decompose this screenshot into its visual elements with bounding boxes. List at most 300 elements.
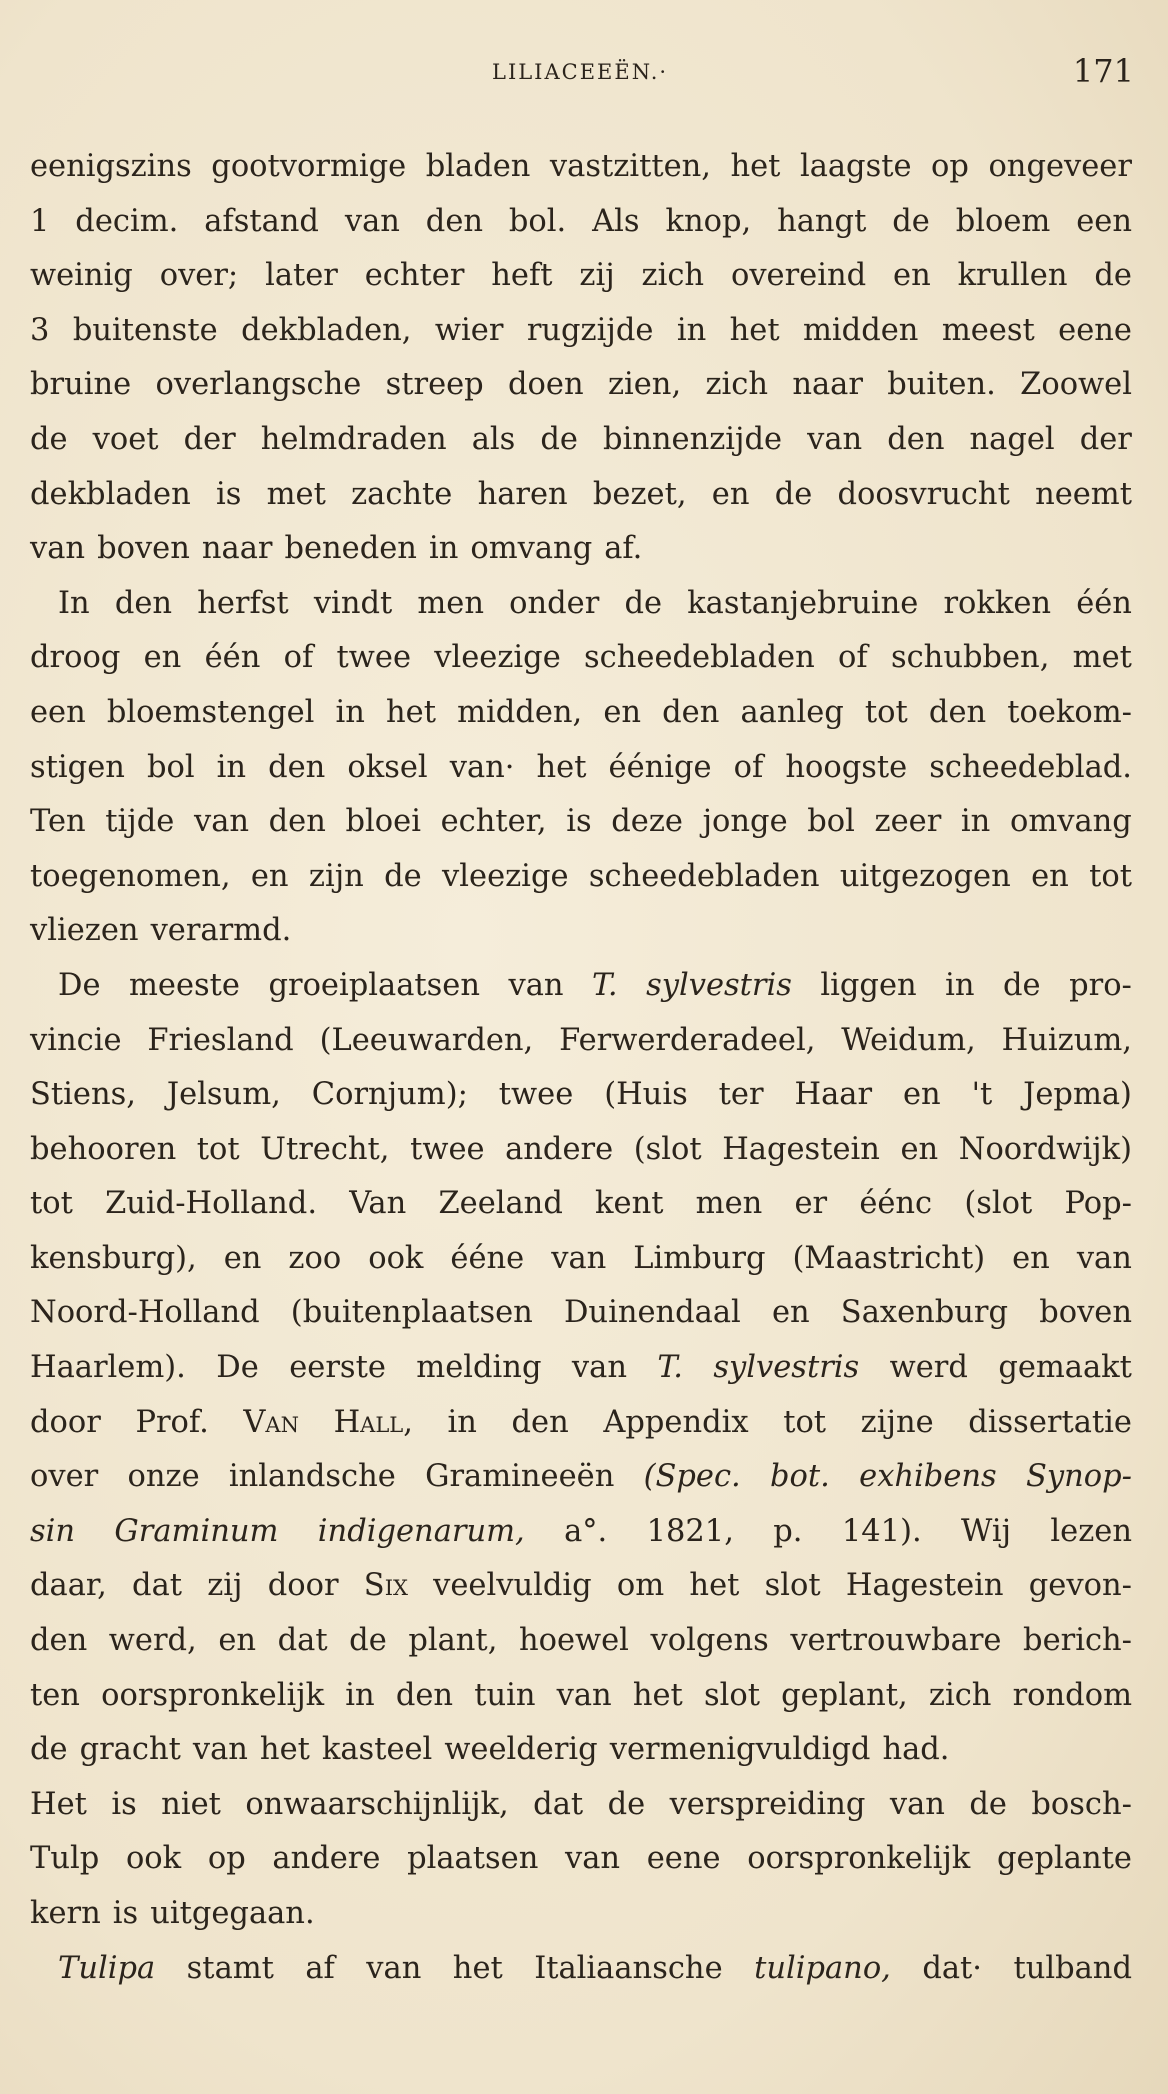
word: de (540, 421, 578, 457)
word: Hagestein (722, 1131, 880, 1167)
word: de (349, 1623, 387, 1659)
word: kasteel (321, 1732, 433, 1768)
word: De (58, 967, 101, 1003)
word: tot (783, 1404, 827, 1440)
word: twee (336, 640, 411, 676)
page-header (0, 52, 1168, 92)
word: plant, (408, 1623, 498, 1659)
word: aanleg (740, 694, 844, 730)
word: midden, (457, 694, 583, 730)
word: van (565, 1841, 621, 1877)
word: of (733, 749, 764, 785)
word: rokken (943, 585, 1052, 621)
text-line (30, 1942, 1132, 1997)
word: indigenarum, (317, 1513, 525, 1549)
running-title: LILIACEEËN.· (492, 60, 669, 84)
word: later (265, 258, 338, 294)
word: uitgezogen (839, 858, 1011, 894)
word: door (267, 1568, 339, 1604)
word: in (960, 804, 991, 840)
word: kern (30, 1896, 101, 1931)
word: zien, (607, 367, 682, 403)
word: Graminum (114, 1513, 279, 1549)
word: Friesland (147, 1022, 294, 1058)
word: helmdraden (260, 421, 447, 457)
word: en (218, 1623, 257, 1659)
word: T. (657, 1350, 683, 1386)
word: meest (941, 312, 1035, 348)
text-line (30, 358, 1132, 413)
word: den (887, 421, 945, 457)
word: ten (30, 1677, 80, 1713)
word: der (183, 421, 236, 457)
text-line (30, 304, 1132, 359)
word: dekbladen (30, 476, 191, 512)
word: naar (792, 367, 863, 403)
word: éénc (859, 1186, 933, 1222)
word: 3 (30, 312, 50, 348)
word: liggen (820, 967, 917, 1003)
word: en (250, 858, 289, 894)
word: het (452, 1950, 503, 1986)
word: Gramineeën (425, 1459, 615, 1495)
text-line (30, 1614, 1132, 1669)
text-line (30, 850, 1132, 905)
word: of (838, 640, 868, 676)
text-line (30, 904, 1132, 959)
word: Het (30, 1786, 87, 1822)
word: Als (592, 203, 640, 239)
word: wier (434, 312, 504, 348)
word: is (566, 804, 592, 840)
word: als (471, 421, 516, 457)
text-line (30, 631, 1132, 686)
word: Stiens, (30, 1077, 136, 1113)
word: in (945, 967, 975, 1003)
word: in (335, 694, 365, 730)
word: bosch- (1031, 1786, 1132, 1822)
word: zeer (874, 804, 942, 840)
word: verspreiding (669, 1786, 866, 1822)
word: de (1094, 258, 1132, 294)
word: van (344, 203, 400, 239)
word: deze (611, 804, 683, 840)
word: zich (641, 258, 705, 294)
text-line (30, 1723, 1132, 1778)
word: de (892, 203, 930, 239)
word: hangt (777, 203, 867, 239)
word: Limburg (633, 1240, 766, 1276)
word: tot (864, 694, 908, 730)
word: van (1076, 1240, 1132, 1276)
word: heft (491, 258, 553, 294)
word: Van (243, 1404, 299, 1440)
word: den (268, 804, 326, 840)
word: behooren (30, 1131, 177, 1167)
word: plaatsen (407, 1841, 539, 1877)
word: is (215, 476, 242, 512)
word: ongeveer (988, 149, 1132, 184)
word: kastanjebruine (687, 585, 919, 621)
word: 't (971, 1077, 993, 1113)
word: veelvuldig (433, 1568, 592, 1604)
word: Zeeland (438, 1186, 563, 1222)
word: Tulipa (58, 1950, 156, 1986)
word: verarmd. (150, 913, 292, 949)
word: de (624, 585, 663, 621)
word: in (428, 531, 459, 567)
word: jonge (702, 804, 788, 840)
word: Van (349, 1186, 407, 1222)
word: melding (416, 1350, 542, 1386)
word: De (216, 1350, 259, 1386)
word: van (508, 967, 564, 1003)
word: werd (889, 1350, 968, 1386)
word: vermenigvuldigd (609, 1732, 871, 1768)
word: den (425, 203, 484, 239)
word: T. (592, 967, 618, 1003)
word: voet (92, 421, 159, 457)
word: om (616, 1568, 665, 1604)
word: Utrecht, (260, 1131, 390, 1167)
word: eene (1058, 312, 1132, 348)
word: van (192, 1732, 248, 1768)
text-line (30, 1450, 1132, 1505)
word: pro- (1069, 967, 1132, 1003)
word: men (695, 1186, 763, 1222)
word: boven (1039, 1295, 1132, 1331)
word: beneden (284, 531, 417, 567)
word: vertrouwbare (790, 1623, 1002, 1659)
word: geplant, (781, 1677, 908, 1713)
word: met (1072, 640, 1132, 676)
word: omvang (1009, 804, 1132, 840)
page-number: 171 (1072, 52, 1134, 90)
word: (Leeuwarden, (319, 1022, 534, 1058)
word: 1 (30, 203, 50, 239)
word: in (345, 1677, 375, 1713)
word: Ten (30, 804, 86, 840)
word: van (889, 1786, 945, 1822)
word: groeiplaatsen (268, 967, 480, 1003)
word: binnenzijde (602, 421, 783, 457)
word: vliezen (30, 913, 139, 949)
word: het (730, 149, 781, 184)
word: de (384, 858, 422, 894)
word: zich (705, 367, 769, 403)
word: vincie (30, 1022, 122, 1058)
word: inlandsche (228, 1459, 396, 1495)
word: de (30, 1732, 68, 1768)
word: met (266, 476, 326, 512)
text-line (30, 1286, 1132, 1341)
word: onder (509, 585, 600, 621)
word: bruine (30, 367, 132, 403)
word: dat· (922, 1950, 982, 1986)
word: in (676, 312, 707, 348)
word: (Maastricht) (792, 1240, 986, 1276)
word: naar (201, 531, 273, 567)
word: dekbladen, (241, 312, 412, 348)
word: de (607, 1786, 646, 1822)
word: bloemstengel (106, 694, 315, 730)
word: slot (703, 1677, 760, 1713)
word: Weidum, (841, 1022, 976, 1058)
word: Haar (794, 1077, 873, 1113)
text-line (30, 577, 1132, 632)
word: overlangsche (155, 367, 362, 403)
word: sin (30, 1513, 76, 1549)
word: en (603, 694, 642, 730)
word: twee (410, 1131, 485, 1167)
word: bot. (770, 1459, 830, 1495)
word: dat (132, 1568, 183, 1604)
word: eene (646, 1841, 721, 1877)
word: van (193, 804, 250, 840)
word: Noord-Holland (30, 1295, 260, 1331)
word: tot (30, 1186, 73, 1222)
text-line (30, 249, 1132, 304)
word: tuin (474, 1677, 536, 1713)
word: de (969, 1786, 1007, 1822)
word: Wij (961, 1513, 1012, 1549)
word: Cornjum); (311, 1077, 468, 1113)
word: afstand (204, 203, 319, 239)
word: krullen (957, 258, 1068, 294)
word: (Spec. (643, 1459, 741, 1495)
word: toegenomen, (30, 858, 231, 894)
word: gevon- (1028, 1568, 1132, 1604)
word: Zoowel (1020, 367, 1132, 403)
word: berich- (1023, 1623, 1132, 1659)
word: buitenste (72, 312, 218, 348)
word: weinig (30, 258, 133, 294)
word: een (30, 694, 86, 730)
word: ter (718, 1077, 764, 1113)
word: op (207, 1841, 246, 1877)
text-line (30, 413, 1132, 468)
word: bladen (425, 149, 531, 184)
text-line (30, 1014, 1132, 1069)
word: (slot (964, 1186, 1033, 1222)
word: den (662, 694, 720, 730)
word: toekom- (1007, 694, 1132, 730)
text-line (30, 1778, 1132, 1833)
word: en (223, 1240, 262, 1276)
word: en (711, 476, 750, 512)
word: der (1079, 421, 1132, 457)
word: bol. (508, 203, 567, 239)
word: den (511, 1404, 569, 1440)
word: niet (161, 1786, 221, 1822)
word: zij (579, 258, 615, 294)
word: andere (272, 1841, 381, 1877)
word: éénige (608, 749, 712, 785)
word: den (30, 1623, 88, 1659)
word: het (536, 749, 587, 785)
word: den (268, 749, 326, 785)
word: 141). (841, 1513, 922, 1549)
word: buiten. (887, 367, 996, 403)
word: Ferwerderadeel, (559, 1022, 816, 1058)
word: het (729, 312, 780, 348)
word: ook (125, 1841, 182, 1877)
text-line (30, 1177, 1132, 1232)
word: Synop- (1025, 1459, 1132, 1495)
word: slot (764, 1568, 821, 1604)
word: Pop- (1064, 1186, 1132, 1222)
word: (buitenplaatsen (290, 1295, 533, 1331)
word: één (1076, 585, 1132, 621)
word: in (216, 749, 247, 785)
word: ééne (450, 1240, 525, 1276)
word: over; (159, 258, 239, 294)
word: volgens (650, 1623, 769, 1659)
word: den (114, 585, 173, 621)
word: gracht (79, 1732, 181, 1768)
word: Prof. (135, 1404, 209, 1440)
text-line (30, 140, 1132, 195)
word: en (902, 1077, 941, 1113)
word: Duinendaal (563, 1295, 741, 1331)
text-line (30, 1232, 1132, 1287)
word: van (571, 1350, 627, 1386)
word: (slot (633, 1131, 702, 1167)
word: midden (803, 312, 919, 348)
word: geplante (996, 1841, 1132, 1877)
word: overeind (730, 258, 867, 294)
word: en (143, 640, 182, 676)
word: droog (30, 640, 121, 676)
word: twee (498, 1077, 574, 1113)
word: echter (364, 258, 465, 294)
word: Appendix (603, 1404, 749, 1440)
word: bol (146, 749, 195, 785)
word: dat (533, 1786, 584, 1822)
word: andere (505, 1131, 614, 1167)
word: Noordwijk) (958, 1131, 1132, 1167)
word: (Huis (604, 1077, 688, 1113)
word: is (112, 1896, 139, 1931)
word: het (689, 1568, 740, 1604)
word: doen (508, 367, 584, 403)
word: werd, (108, 1623, 197, 1659)
word: schubben, (890, 640, 1050, 676)
word: er (794, 1186, 828, 1222)
word: dat (277, 1623, 328, 1659)
word: streep (385, 367, 484, 403)
word: knop, (665, 203, 752, 239)
word: van (366, 1950, 422, 1986)
word: door (30, 1404, 101, 1440)
word: scheedeblad. (929, 749, 1132, 785)
word: exhibens (859, 1459, 997, 1495)
text-line (30, 522, 1132, 577)
word: bol (807, 804, 855, 840)
text-line (30, 1505, 1132, 1560)
word: kensburg), (30, 1240, 197, 1276)
word: tulband (1013, 1950, 1132, 1986)
word: p. (773, 1513, 803, 1549)
word: zoo (288, 1240, 342, 1276)
word: 1821, (646, 1513, 734, 1549)
word: onwaarschijnlijk, (245, 1786, 509, 1822)
word: a°. (564, 1513, 608, 1549)
word: eenigszins (30, 149, 192, 184)
word: omvang (470, 531, 593, 567)
word: zijn (308, 858, 364, 894)
word: Saxenburg (840, 1295, 1009, 1331)
text-line (30, 1341, 1132, 1396)
text-line (30, 195, 1132, 250)
text-line (30, 795, 1132, 850)
word: de (30, 421, 68, 457)
word: sylvestris (713, 1350, 860, 1386)
word: gootvormige (211, 149, 407, 184)
word: decim. (75, 203, 179, 239)
word: op (931, 149, 969, 184)
word: tot (1089, 858, 1132, 894)
word: vleezige (442, 858, 569, 894)
word: scheedebladen (584, 640, 815, 676)
word: over (30, 1459, 99, 1495)
word: vindt (313, 585, 393, 621)
word: herfst (197, 585, 289, 621)
word: tijde (105, 804, 175, 840)
word: en (1012, 1240, 1050, 1276)
word: meeste (129, 967, 240, 1003)
word: zich (928, 1677, 992, 1713)
text-line (30, 468, 1132, 523)
body-text (30, 140, 1132, 1996)
text-line (30, 686, 1132, 741)
text-line (30, 959, 1132, 1014)
word: tot (196, 1131, 240, 1167)
word: sylvestris (646, 967, 792, 1003)
word: hoewel (518, 1623, 629, 1659)
word: het (259, 1732, 310, 1768)
text-line (30, 1887, 1132, 1942)
word: doosvrucht (837, 476, 1010, 512)
word: uitgegaan. (150, 1896, 315, 1931)
word: Tulp (30, 1841, 100, 1877)
text-line (30, 1068, 1132, 1123)
text-line (30, 1669, 1132, 1724)
word: bloem (955, 203, 1051, 239)
word: In (58, 585, 90, 621)
word: de (774, 476, 813, 512)
word: het (632, 1677, 683, 1713)
word: is (111, 1786, 137, 1822)
text-line (30, 1396, 1132, 1451)
word: men (417, 585, 485, 621)
word: oorspronkelijk (101, 1677, 325, 1713)
word: echter, (440, 804, 547, 840)
text-line (30, 1832, 1132, 1887)
word: bloei (345, 804, 421, 840)
word: oorspronkelijk (747, 1841, 971, 1877)
text-line (30, 1123, 1132, 1178)
word: Jepma) (1023, 1077, 1132, 1113)
word: zij (207, 1568, 243, 1604)
word: oksel (347, 749, 428, 785)
word: had. (882, 1732, 950, 1768)
word: het (386, 694, 436, 730)
word: Huizum, (1001, 1022, 1132, 1058)
word: boven (97, 531, 190, 567)
word: scheedebladen (588, 858, 820, 894)
word: onze (127, 1459, 200, 1495)
